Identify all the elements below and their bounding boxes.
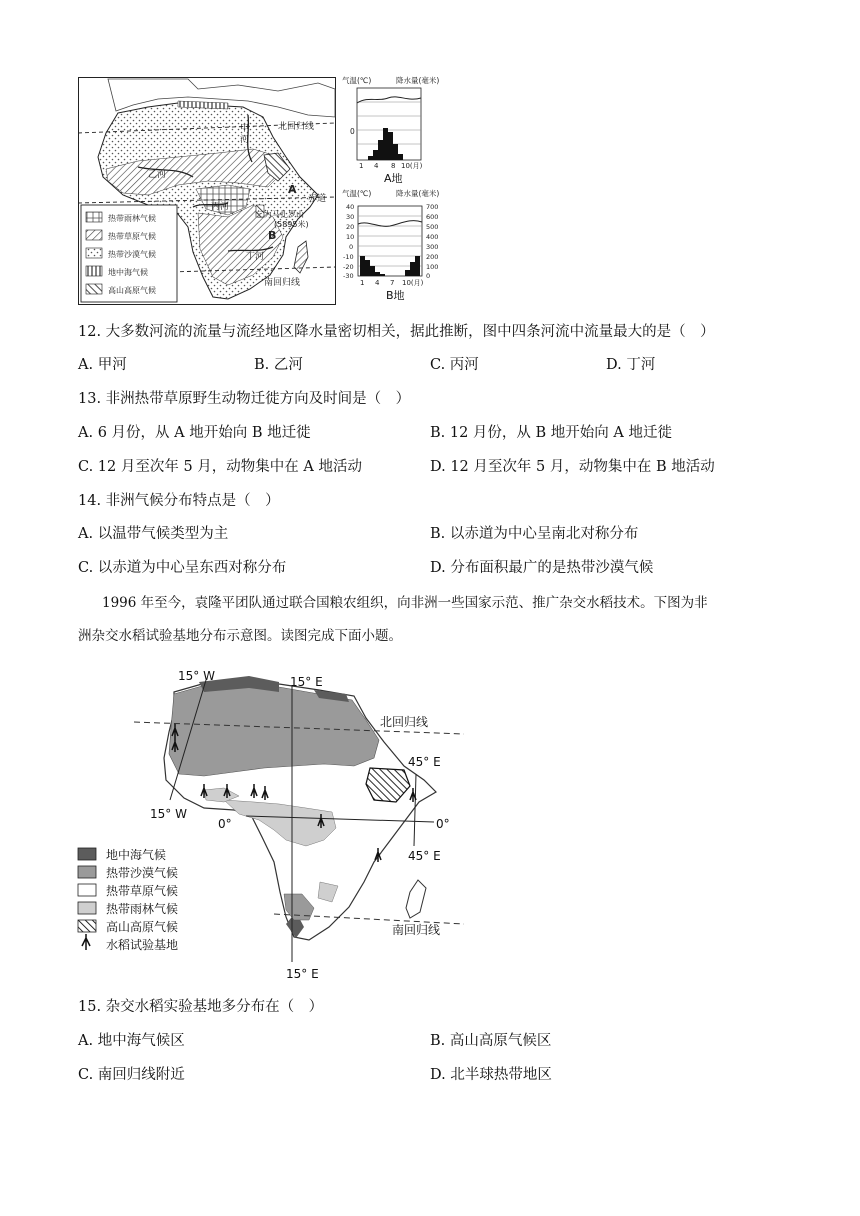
q12-option-d[interactable]: D. 丁河 <box>606 357 656 373</box>
rice-base-map <box>74 662 464 987</box>
passage-line-2: 洲杂交水稻试验基地分布示意图。读图完成下面小题。 <box>78 628 402 644</box>
point-a-label: A <box>288 183 297 196</box>
legend2-rice: 水稻试验基地 <box>106 938 179 952</box>
rice-base-legend-icon <box>82 934 90 950</box>
chart-a-caption: A地 <box>384 172 403 185</box>
chart-b-t2: 30 <box>346 213 355 221</box>
q13-option-d[interactable]: D. 12 月至次年 5 月，动物集中在 B 地活动 <box>430 459 715 475</box>
chart-b-t8: -30 <box>343 272 354 280</box>
q13-option-a[interactable]: A. 6 月份，从 A 地开始向 B 地迁徙 <box>78 425 311 441</box>
q14-option-c[interactable]: C. 以赤道为中心呈东西对称分布 <box>78 560 287 576</box>
legend1-rain: 热带雨林气候 <box>108 214 156 223</box>
tropic-cancer-label-2: 北回归线 <box>380 715 429 729</box>
e15-bottom-label: 15° E <box>286 967 319 981</box>
w15-bottom-label: 15° W <box>150 807 187 821</box>
e45-bottom-label: 45° E <box>408 849 441 863</box>
chart-a-temp-label: 气温(℃) <box>342 76 372 85</box>
question-14-stem: 14. 非洲气候分布特点是（ ） <box>78 493 280 509</box>
climate-chart-a <box>338 74 458 186</box>
equator-right-label: 0° <box>436 817 450 831</box>
africa-climate-map <box>78 77 336 305</box>
jia-river-label: 甲 <box>240 124 250 134</box>
equator-left-label: 0° <box>218 817 232 831</box>
q14-option-b[interactable]: B. 以赤道为中心呈南北对称分布 <box>430 526 639 542</box>
chart-b-t4: 10 <box>346 233 355 241</box>
legend1-savanna: 热带草原气候 <box>108 232 156 241</box>
legend1-desert: 热带沙漠气候 <box>108 250 156 259</box>
q13-option-c[interactable]: C. 12 月至次年 5 月，动物集中在 A 地活动 <box>78 459 362 475</box>
chart-a-y-tick: 0 <box>350 127 355 136</box>
svg-text:河: 河 <box>240 135 250 145</box>
chart-a-x-4: 10(月) <box>401 162 423 170</box>
chart-b-p5: 300 <box>426 243 439 251</box>
e15-top-label: 15° E <box>290 675 323 689</box>
q14-option-d[interactable]: D. 分布面积最广的是热带沙漠气候 <box>430 560 654 576</box>
question-13-stem: 13. 非洲热带草原野生动物迁徙方向及时间是（ ） <box>78 391 411 407</box>
chart-b-x-2: 4 <box>375 279 380 287</box>
chart-b-t5: 0 <box>349 243 354 251</box>
q15-option-a[interactable]: A. 地中海气候区 <box>78 1033 185 1049</box>
chart-b-t3: 20 <box>346 223 355 231</box>
q15-option-c[interactable]: C. 南回归线附近 <box>78 1067 185 1083</box>
e45-top-label: 45° E <box>408 755 441 769</box>
chart-b-precip-label: 降水量(毫米) <box>396 189 440 198</box>
chart-b-p4: 400 <box>426 233 439 241</box>
w15-top-label: 15° W <box>178 669 215 683</box>
chart-b-p2: 600 <box>426 213 439 221</box>
chart-a-precip-label: 降水量(毫米) <box>396 76 440 85</box>
chart-b-caption: B地 <box>386 289 405 302</box>
chart-b-p6: 200 <box>426 253 439 261</box>
q12-option-a[interactable]: A. 甲河 <box>78 357 127 373</box>
mountain-label: 乞力马扎罗山 <box>256 210 304 219</box>
chart-b-x-1: 1 <box>360 279 365 287</box>
equator-label: 赤道 <box>308 194 327 204</box>
ding-river-label: 丁河 <box>246 252 265 262</box>
chart-a-x-1: 1 <box>359 162 364 170</box>
climate-chart-b <box>338 188 458 304</box>
legend2-rain: 热带雨林气候 <box>106 902 179 916</box>
legend2-med: 地中海气候 <box>106 848 167 862</box>
question-15-stem: 15. 杂交水稻实验基地多分布在（ ） <box>78 999 324 1015</box>
chart-b-t7: -20 <box>343 263 354 271</box>
legend1-highland: 高山高原气候 <box>108 286 156 295</box>
q14-option-a[interactable]: A. 以温带气候类型为主 <box>78 526 229 542</box>
tropic-capricorn-label-2: 南回归线 <box>392 923 441 937</box>
legend1-med: 地中海气候 <box>108 268 148 277</box>
q12-option-b[interactable]: B. 乙河 <box>254 357 303 373</box>
question-12-stem: 12. 大多数河流的流量与流经地区降水量密切相关，据此推断，图中四条河流中流量最大的是（ ） <box>78 324 715 340</box>
yi-river-label: 乙河 <box>148 170 167 180</box>
q13-option-b[interactable]: B. 12 月份，从 B 地开始向 A 地迁徙 <box>430 425 672 441</box>
chart-b-x-3: 7 <box>390 279 395 287</box>
legend2-highland: 高山高原气候 <box>106 920 179 934</box>
q15-option-b[interactable]: B. 高山高原气候区 <box>430 1033 552 1049</box>
bing-river-label: 丙河 <box>211 202 230 212</box>
mountain-height-label: (5895米) <box>274 220 309 229</box>
chart-b-temp-label: 气温(℃) <box>342 189 372 198</box>
chart-b-p3: 500 <box>426 223 439 231</box>
chart-b-p1: 700 <box>426 203 439 211</box>
chart-a-x-2: 4 <box>374 162 379 170</box>
legend2-desert: 热带沙漠气候 <box>106 866 179 880</box>
tropic-capricorn-label: 南回归线 <box>264 278 301 288</box>
chart-b-t1: 40 <box>346 203 355 211</box>
chart-b-t6: -10 <box>343 253 354 261</box>
chart-b-p7: 100 <box>426 263 439 271</box>
legend2-savanna: 热带草原气候 <box>106 884 179 898</box>
chart-b-p8: 0 <box>426 272 431 280</box>
chart-b-x-4: 10(月) <box>402 279 424 287</box>
point-b-label: B <box>268 229 277 242</box>
chart-a-x-3: 8 <box>391 162 396 170</box>
q12-option-c[interactable]: C. 丙河 <box>430 357 479 373</box>
q15-option-d[interactable]: D. 北半球热带地区 <box>430 1067 552 1083</box>
passage-line-1: 1996 年至今，袁隆平团队通过联合国粮农组织，向非洲一些国家示范、推广杂交水稻技术。下图为非 <box>102 595 708 611</box>
tropic-cancer-label: 北回归线 <box>278 122 315 132</box>
